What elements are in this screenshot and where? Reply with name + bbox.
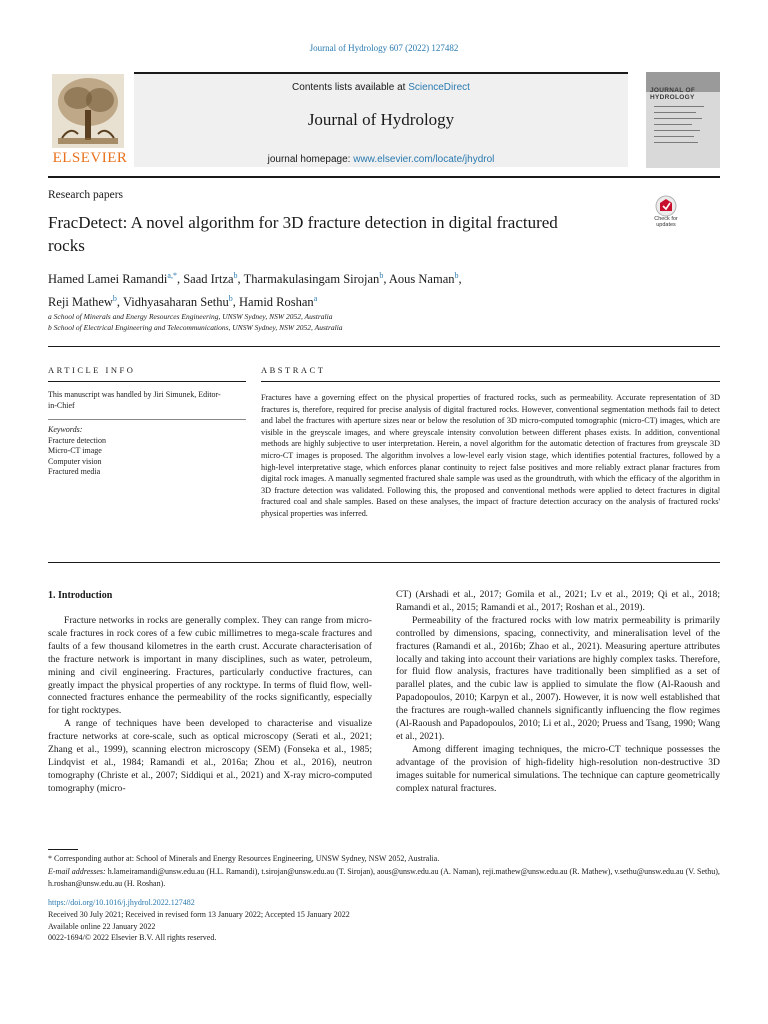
- cover-line: [654, 106, 704, 107]
- intro-left-column: [48, 615, 372, 796]
- section-type: Research papers: [48, 189, 124, 201]
- publication-info: [48, 897, 350, 944]
- homepage-line: [134, 154, 628, 165]
- abstract-heading: ABSTRACT: [261, 365, 326, 375]
- abstract-rule: [261, 381, 720, 382]
- author-list: [48, 266, 648, 312]
- keyword: Computer vision: [48, 456, 102, 466]
- journal-header: [134, 72, 628, 167]
- article-title: FracDetect: A novel algorithm for 3D fracture detection in digital fractured rocks: [48, 213, 558, 255]
- email-addresses: [48, 866, 720, 891]
- affiliation-a: a School of Minerals and Energy Resources Engineering, UNSW Sydney, NSW 2052, Australia: [48, 312, 333, 321]
- cover-line: [654, 118, 702, 119]
- copyright: 0022-1694/© 2022 Elsevier B.V. All rights reserved.: [48, 933, 217, 943]
- author[interactable]: Aous Naman$^b$,: [388, 271, 462, 287]
- journal-name[interactable]: Journal of Hydrology: [307, 110, 455, 129]
- paragraph: Fracture networks in rocks are generally complex. They can range from micro-scale fractures in rock cores of a few cubic millimetres to mega-scale fractures and faults of a few thousand kilometres in the earth crust. Accurate characterisation of the fracture network is important in many disciplines, such as water, petroleum, mining and civil engineering. Fractures, particularly conductive fractures, can greatly impact the physical properties of any rocktype. In terms of fluid flow, well-connected fractures enhance the permeability of the rocks significantly, especially for tight rocktypes.: [48, 615, 372, 717]
- cover-title: JOURNAL OF HYDROLOGY: [650, 87, 696, 101]
- header-rule: [48, 176, 720, 178]
- journal-cover-image[interactable]: [646, 72, 720, 168]
- cover-line: [654, 130, 700, 131]
- cover-line: [654, 142, 698, 143]
- affiliations: [48, 311, 343, 333]
- info-top-rule: [48, 346, 720, 347]
- keyword: Fractured media: [48, 467, 101, 476]
- paragraph: Among different imaging techniques, the micro-CT technique possesses the advantage of the provision of high-fidelity high-resolution non-destructive 3D images suitable for numerical simulations. The technique can capture geometrically complex natural fractures.: [396, 743, 720, 794]
- homepage-prefix: journal homepage:: [267, 154, 351, 165]
- paragraph: A range of techniques have been developed to characterise and visualize fracture networks at core-scale, such as optical microscopy (Serati et al., 2021; Zhang et al., 1999), scanning electron microscopy (SEM) (Fonseka et al., 1985; Lindqvist et al., 1984; Ramandi et al., 2016a; Zhou et al., 2016), neutron tomography (Christe et al., 2007; Siddiqui et al., 2021) and X-ray micro-computed tomography (micro-: [48, 718, 372, 794]
- elsevier-logo: [48, 72, 128, 167]
- keywords-block: [48, 425, 228, 478]
- author[interactable]: Hamed Lamei Ramandi$^{a,*}$,: [48, 271, 184, 287]
- author[interactable]: Saad Irtza$^b$,: [183, 271, 244, 287]
- author[interactable]: Vidhyasaharan Sethu$^b$,: [122, 294, 240, 310]
- author[interactable]: Reji Mathew$^b$,: [48, 294, 123, 310]
- affiliation-b: b School of Electrical Engineering and Telecommunications, UNSW Sydney, NSW 2052, Australia: [48, 323, 343, 332]
- handled-by-note: This manuscript was handled by Jiri Simunek, Editor-in-Chief: [48, 390, 221, 410]
- intro-heading: 1. Introduction: [48, 590, 113, 601]
- received-dates: Received 30 July 2021; Received in revised form 13 January 2022; Accepted 15 January 2022: [48, 909, 350, 919]
- publisher-name: ELSEVIER: [52, 150, 128, 166]
- journal-citation[interactable]: Journal of Hydrology 607 (2022) 127482: [309, 43, 459, 53]
- author[interactable]: Hamid Roshan$^a$: [239, 294, 318, 310]
- cover-line: [654, 112, 696, 113]
- contents-line: [134, 82, 628, 93]
- sciencedirect-link[interactable]: ScienceDirect: [408, 82, 470, 93]
- intro-right-column: [396, 589, 720, 796]
- email-label: E-mail addresses:: [48, 866, 106, 876]
- footnotes: [48, 853, 720, 891]
- doi-link[interactable]: https://doi.org/10.1016/j.jhydrol.2022.127482: [48, 898, 195, 907]
- check-updates-label: Check for updates: [654, 216, 678, 228]
- paragraph: Permeability of the fractured rocks with low matrix permeability is primarily controlled by dimensions, spacing, connectivity, and mineralisation level of the fractures (Ramandi et al., 2016b; Zhao et al., 2021). Measuring aperture attributes locally and taking into account their variations are highly complex tasks. Therefore, for fluid flow analysis, fractures have traditionally been simplified as a set of parallel plates, and the cubic law is applied to simulate the flow (Al-Raoush and Papadopoulos, 2010; Karpyn et al., 2007). However, it is now well established that the fractures are rough-walled channels significantly influencing the flow regimes (Al-Raoush and Papadopoulos, 2010; Li et al., 2020; Pruess and Tsang, 1990; Wang et al., 2021).: [396, 614, 720, 742]
- keyword: Fracture detection: [48, 435, 106, 445]
- check-for-updates-button[interactable]: [646, 194, 686, 230]
- footnote-rule: [48, 849, 78, 850]
- cover-line: [654, 136, 694, 137]
- homepage-link[interactable]: www.elsevier.com/locate/jhydrol: [353, 154, 495, 165]
- abstract-bottom-rule: [48, 562, 720, 563]
- paragraph: CT) (Arshadi et al., 2017; Gomila et al., 2021; Lv et al., 2019; Qi et al., 2018; Ramandi et al., 2015; Ramandi et al., 2017; Roshan et al., 2019).: [396, 589, 720, 613]
- article-info-rule: [48, 381, 246, 382]
- author[interactable]: Tharmakulasingam Sirojan$^b$,: [243, 271, 389, 287]
- available-online: Available online 22 January 2022: [48, 921, 156, 931]
- cover-line: [654, 124, 692, 125]
- keywords-rule: [48, 419, 246, 420]
- corresponding-author-note: * Corresponding author at: School of Minerals and Energy Resources Engineering, UNSW Sydney, NSW 2052, Australia.: [48, 854, 440, 863]
- keyword: Micro-CT image: [48, 446, 102, 455]
- contents-prefix: Contents lists available at: [292, 82, 406, 93]
- article-info-heading: ARTICLE INFO: [48, 365, 136, 375]
- abstract-text: Fractures have a governing effect on the physical properties of fractured rocks, such as permeability. Accurate representation of 3D fractures is, therefore, required for precise analysis of digital fractured rocks. However, conventional segmentation methods fail to detect and label the fractures with aperture sizes near or below the resolution of 3D micro-computed tomographic (micro-CT) images, which are visible in the greyscale images, and where greyscale intensity convolution between different phases exists. In addition, conventional methods are highly subjective to user interpretation. Herein, a novel algorithm for the automatic detection of fractures from greyscale 3D micro-CT images is proposed. The algorithm involves a low-level early vision stage, which identifies potential fractures, followed by a high-level interpretative stage, which enforces planar continuity to reject false positives and more reliably extract planar fractures from digital rock images. A manually segmented fractured shale sample was used as the groundtruth, with which the efficacy of the algorithm in 3D fracture detection was validated. Following this, the proposed and conventional methods were applied to detect fractures in digital fractured coal and shale samples. Based on these analyses, the impact of fracture detection accuracy on the analysis of fractured rocks' physical properties was inferred.: [261, 393, 720, 518]
- email-list[interactable]: h.lameiramandi@unsw.edu.au (H.L. Ramandi), t.sirojan@unsw.edu.au (T. Sirojan), aous@unsw.edu.au (A. Naman), reji.mathew@unsw.edu.au (R. Mathew), v.sethu@unsw.edu.au (V. Sethu), h.roshan@unsw.edu.au (H. Roshan).: [48, 866, 720, 888]
- keywords-label: Keywords:: [48, 425, 83, 434]
